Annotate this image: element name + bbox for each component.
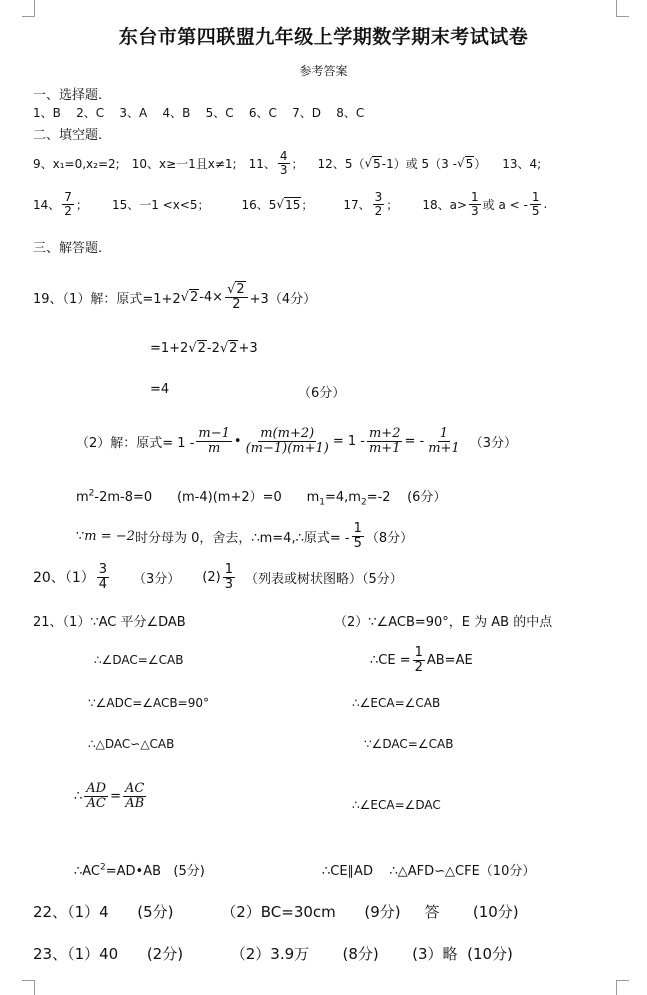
q19-p2-frac1-den: m (207, 440, 221, 456)
q19-line2-sqrt2: 2 (229, 341, 238, 356)
q19-p2-frac4-den: m+1 (428, 440, 460, 456)
q19-line2-a: =1+2 (150, 340, 189, 356)
q9-answer: 9、x₁=0,x₂=2; (33, 156, 120, 171)
eq-sub1: 1 (319, 497, 325, 508)
q21-line-3: ∵∠ADC=∠ACB=90° (88, 696, 209, 710)
q17-suffix: ； (386, 197, 399, 212)
q19-p2-eq2: = - (404, 433, 425, 449)
q19-p2-frac4-num: 1 (439, 425, 449, 441)
q12-part-a: 12、5（ (317, 156, 365, 171)
q14-label: 14、 (33, 197, 61, 212)
q21-r2-frac (413, 646, 425, 674)
q18-numerator-1: 1 (471, 189, 479, 204)
q12-sqrt-1: 5 (373, 156, 381, 171)
q18-part-b: 或 a < - (482, 197, 528, 212)
q19-p2-frac3-num: m+2 (368, 425, 401, 441)
q17-fraction (373, 191, 385, 217)
q16-sqrt: 15 (285, 197, 301, 212)
q21-l5-n2: AC (125, 780, 145, 796)
q21-l5-d2: AB (125, 795, 145, 811)
q20-label: 20、（1） (33, 570, 95, 586)
q19-line2-c: +3 (238, 340, 258, 356)
q21-l5-n1: AD (86, 780, 107, 796)
q12-part-c: ） (474, 156, 487, 171)
q19-tail: +3（4分） (249, 291, 317, 307)
q16-suffix: ； (301, 197, 314, 212)
eq-b: -2m-8=0 (m-4)(m+2）=0 m (94, 490, 320, 505)
q18-denominator-2: 5 (531, 203, 540, 218)
q19-p2-score: （3分） (469, 435, 517, 451)
q19-p2-frac2-den: (m−1)(m+1) (245, 440, 329, 456)
q19-part2-line (76, 419, 517, 463)
q20-den2: 3 (224, 576, 233, 592)
q19-p2-frac3 (367, 427, 403, 455)
section2-heading: 二、填空题. (33, 128, 103, 143)
section3-heading: 三、解答题. (33, 241, 103, 256)
q21-line-6 (74, 860, 205, 879)
q23-line: 23、（1）40 (2分) （2）3.9万 (8分) (3）略 (10分) (33, 945, 513, 963)
q15-answer: 15、一1 <x<5； (111, 197, 210, 212)
q21-right-line-2 (370, 640, 473, 680)
q18-denominator-1: 3 (471, 203, 479, 218)
q18-part-a: 18、a> (422, 197, 467, 212)
q18-numerator-2: 1 (531, 189, 540, 204)
q21-right-line-3: ∴∠ECA=∠CAB (352, 696, 441, 710)
q21-right-line-6: ∴CE∥AD ∴△AFD∽△CFE（10分） (322, 864, 536, 879)
because-symbol: ∵ (76, 528, 85, 544)
q20-den1: 4 (98, 576, 108, 592)
q19-p2-frac2-num: m(m+2) (260, 425, 315, 441)
q17-numerator: 3 (374, 189, 383, 204)
q19-sqrt-a: 2 (189, 290, 199, 305)
q19-line2-b: -2 (206, 340, 220, 356)
q21-line-2: ∴∠DAC=∠CAB (94, 653, 184, 667)
crop-mark-top-right (616, 0, 629, 17)
q18-fraction-1 (469, 191, 481, 217)
q19-p2-frac1 (196, 427, 232, 455)
q19-p2-frac1-num: m−1 (198, 425, 230, 441)
q19-label: 19、（1）解：原式=1+2 (33, 291, 181, 307)
q14-numerator: 7 (64, 189, 72, 204)
page-title: 东台市第四联盟九年级上学期数学期末考试试卷 (118, 26, 529, 48)
q12-sqrt-2: 5 (465, 156, 474, 171)
q11-suffix: ； (291, 156, 304, 171)
because-math: m = −2 (84, 528, 135, 544)
q21-l5-eq: = (110, 788, 121, 804)
q21-line-1: 21、（1）∵AC 平分∠DAB (33, 615, 186, 630)
q10-answer: 10、x≥一1且x≠1; (131, 156, 237, 171)
eq-sup: 2 (88, 488, 95, 499)
section1-answers: 1、B 2、C 3、A 4、B 5、C 6、C 7、D 8、C (33, 106, 365, 120)
q19-equation-line (76, 486, 446, 508)
q20-num1: 3 (98, 561, 108, 577)
q20-part2: (2) (202, 569, 221, 585)
q19-mid: -4× (199, 289, 224, 305)
q22-line: 22、（1）4 (5分) （2）BC=30cm (9分) 答 (10分) (33, 903, 519, 921)
q20-score1: （3分） (133, 571, 181, 587)
eq-m: m (76, 490, 89, 505)
q21-l6-b: =AD•AB (5分) (105, 864, 205, 879)
q14-suffix: ； (75, 197, 88, 212)
q19-fraction: $\frac{√2}{2}$ (225, 283, 248, 311)
q21-l5-prefix: ∴ (74, 788, 83, 804)
eq-sub2: 2 (360, 497, 367, 508)
q19-p2-frac2 (244, 427, 331, 455)
q19-p2-frac3-den: m+1 (368, 440, 401, 456)
q21-line-5 (74, 775, 148, 817)
because-num: 1 (353, 520, 362, 536)
q21-right-line-4: ∵∠DAC=∠CAB (364, 737, 454, 751)
q19-frac-den: 2 (232, 296, 241, 312)
q16-label: 16、5 (241, 197, 277, 212)
q19-p2-eq1: = 1 - (332, 433, 365, 449)
q21-line-4: ∴△DAC∽△CAB (88, 737, 175, 751)
q17-denominator: 2 (374, 203, 383, 218)
q21-r2-b: AB=AE (426, 652, 473, 668)
q17-label: 17、 (343, 197, 371, 212)
q14-fraction (62, 191, 74, 217)
because-text: 时分母为 0，舍去，∴m=4,∴原式= - (134, 530, 350, 546)
q20-num2: 1 (224, 561, 233, 577)
crop-mark-bottom-left (22, 980, 35, 995)
fill-blank-row-1: 9、x₁=0,x₂=2; 10、x≥一1且x≠1; 11、 $\frac{4}{3}$ ； 12、5（ √ 5 -1）或 5（3 - √ 5 ） 13、4; (33, 148, 542, 177)
crop-mark-bottom-right (616, 980, 629, 995)
eq-d: =-2 (6分） (366, 490, 447, 505)
because-fraction (352, 522, 364, 550)
fill-blank-row-2: 14、 $\frac{7}{2}$ ； 15、一1 <x<5； 16、5 √ 15 ； 17、 $\frac{3}{2}$ ； 18、a> $\frac{1}{3}$ 或 a < - $\frac{1}{5}$ . (33, 189, 548, 218)
q12-part-b: -1）或 5（3 - (381, 156, 457, 171)
q21-l5-frac2 (123, 782, 146, 810)
q11-numerator: 4 (279, 148, 288, 163)
q21-l5-d1: AC (86, 795, 106, 811)
q13-answer: 13、4; (502, 156, 542, 171)
q19-because-line (76, 516, 413, 556)
q11-denominator: 3 (279, 162, 288, 177)
q19-line-3-score: （6分） (298, 386, 346, 401)
page-subtitle: 参考答案 (299, 64, 348, 78)
q18-fraction-2 (530, 191, 542, 217)
q21-r2-a: ∴CE = (370, 652, 411, 668)
q20-fraction-1 (97, 563, 109, 591)
q19-frac-num: 2 (236, 281, 245, 297)
q19-p2-dot: • (233, 433, 242, 449)
section1-heading: 一、选择题. (33, 88, 103, 103)
q20-note: （列表或树状图略）（5分） (245, 571, 403, 587)
q21-l6-a: ∴AC (74, 864, 101, 879)
q19-line2-sqrt1: 2 (197, 341, 206, 356)
q18-suffix: . (543, 197, 548, 211)
q21-right-line-1: （2）∵∠ACB=90°，E 为 AB 的中点 (334, 615, 553, 630)
q21-r2-num: 1 (414, 644, 423, 660)
q21-right-line-5: ∴∠ECA=∠DAC (352, 798, 441, 812)
q21-l5-frac1 (84, 782, 108, 810)
q11-label: 11、 (248, 156, 276, 171)
q20-line (33, 557, 403, 597)
q19-line-3: =4 (150, 382, 170, 397)
q19-line-2: =1+2 √ 2 -2 √ 2 +3 (150, 340, 258, 356)
q19-p2-label: （2）解：原式= 1 - (76, 435, 195, 451)
q20-fraction-2 (223, 563, 235, 591)
because-den: 5 (353, 535, 362, 551)
q14-denominator: 2 (64, 203, 72, 218)
because-score: （8分） (365, 530, 414, 546)
q21-r2-den: 2 (414, 659, 423, 675)
eq-c: =4,m (324, 490, 361, 505)
q11-fraction (278, 150, 290, 176)
q19-line-1: 19、（1）解：原式=1+2 √ 2 -4× $\frac{√2}{2}$ +3（4分） (33, 281, 317, 312)
q19-p2-frac4 (426, 427, 462, 455)
q21-l6-sup: 2 (100, 862, 106, 873)
crop-mark-top-left (22, 0, 35, 17)
